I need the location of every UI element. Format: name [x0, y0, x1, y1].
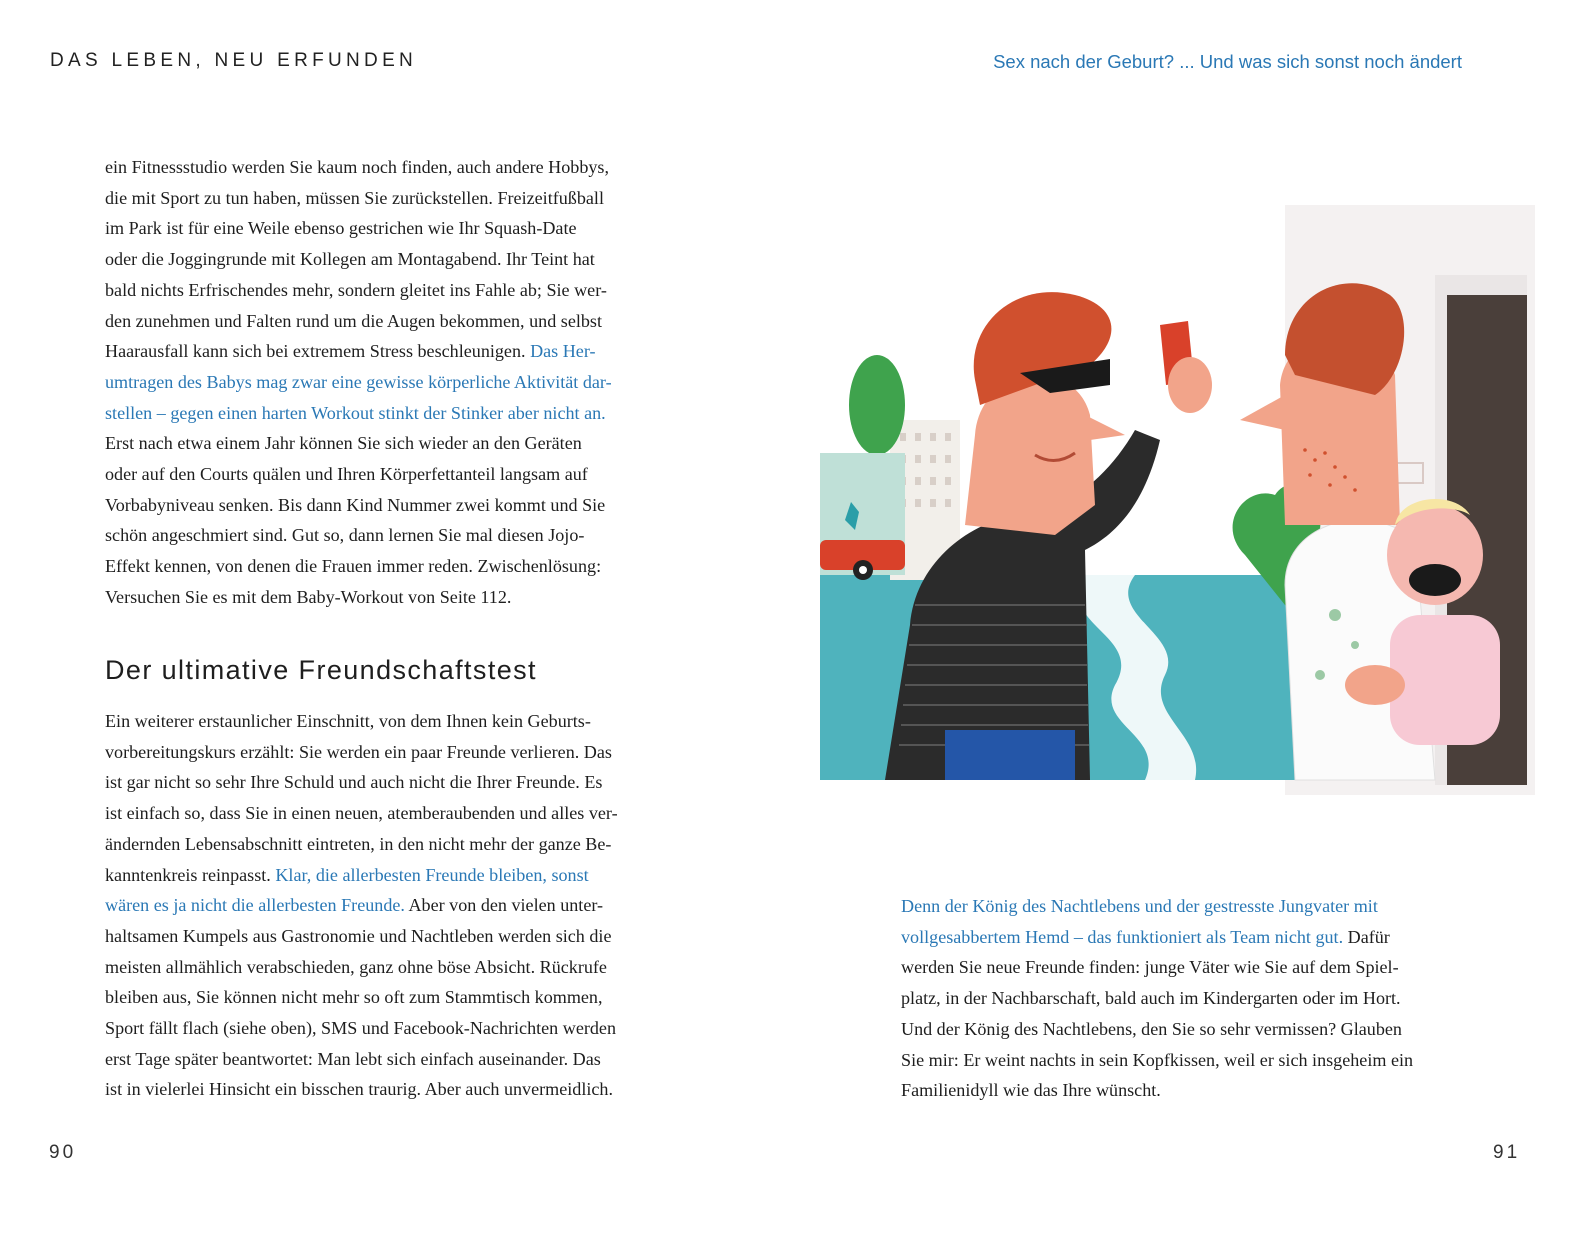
text-line: Versuchen Sie es mit dem Baby-Workout von Seite 112. [105, 586, 512, 607]
highlighted-text: Das Her- [530, 341, 596, 362]
jeans [945, 730, 1075, 780]
text-line: Effekt kennen, von denen die Frauen immer reden. Zwischenlösung: [105, 556, 602, 577]
nightlife-king-vs-young-father-illustration [815, 205, 1535, 795]
text-line: Und der König des Nachtlebens, den Sie so sehr vermissen? Glauben [901, 1018, 1402, 1039]
text-line [105, 336, 675, 367]
text-line: haltsamen Kumpels aus Gastronomie und Nachtleben werden sich die [105, 925, 612, 946]
text-line: Erst nach etwa einem Jahr können Sie sich wieder an den Geräten [105, 433, 582, 454]
text-normal: Aber von den vielen unter- [404, 895, 604, 916]
text-line: ist einfach so, dass Sie in einen neuen, atemberaubenden und alles ver- [105, 803, 618, 824]
text-line: oder die Joggingrunde mit Kollegen am Montagabend. Ihr Teint hat [105, 249, 595, 270]
text-line: im Park ist für eine Weile ebenso gestrichen wie Ihr Squash-Date [105, 218, 577, 239]
text-line: werden Sie neue Freunde finden: junge Väter wie Sie auf dem Spiel- [901, 957, 1399, 978]
text-normal: Haarausfall kann sich bei extremem Stress beschleunigen. [105, 341, 531, 362]
text-line: bald nichts Erfrischendes mehr, sondern gleitet ins Fahle ab; Sie wer- [105, 279, 607, 300]
baby-romper [1390, 615, 1500, 745]
text-line: ändernden Lebensabschnitt eintreten, in den nicht mehr der ganze Be- [105, 833, 612, 854]
highlighted-text: vollgesabbertem Hemd – das funktioniert als Team nicht gut. [901, 926, 1344, 947]
illustration [815, 205, 1535, 795]
text-line: den zunehmen und Falten rund um die Augen bekommen, und selbst [105, 310, 602, 331]
running-head-left: DAS LEBEN, NEU ERFUNDEN [50, 50, 418, 71]
text-line [105, 890, 675, 921]
text-line: ist in vielerlei Hinsicht ein bisschen traurig. Aber auch unvermeidlich. [105, 1079, 613, 1100]
text-line: platz, in der Nachbarschaft, bald auch im Kindergarten oder im Hort. [901, 988, 1401, 1009]
king-nose [1085, 415, 1125, 440]
right-paragraph [901, 891, 1481, 1106]
highlighted-line: umtragen des Babys mag zwar eine gewisse körperliche Aktivität dar- [105, 371, 612, 392]
car-hubcap [859, 566, 867, 574]
text-normal: kanntenkreis reinpasst. [105, 864, 276, 885]
text-line: Ein weiterer erstaunlicher Einschnitt, von dem Ihnen kein Geburts- [105, 711, 591, 731]
highlighted-text: Klar, die allerbesten Freunde bleiben, sonst [275, 864, 589, 885]
page-number-left: 90 [49, 1142, 77, 1163]
left-paragraph-1 [105, 152, 675, 613]
text-line: oder auf den Courts quälen und Ihren Körperfettanteil langsam auf [105, 464, 588, 485]
father-hand [1345, 665, 1405, 705]
tree [849, 355, 905, 455]
text-line: bleiben aus, Sie können nicht mehr so oft zum Stammtisch kommen, [105, 987, 603, 1008]
text-line: Vorbabyniveau senken. Bis dann Kind Nummer zwei kommt und Sie [105, 494, 606, 515]
text-line: erst Tage später beantwortet: Man lebt sich einfach auseinander. Das [105, 1048, 601, 1069]
king-hand [1168, 357, 1212, 413]
running-head-right: Sex nach der Geburt? ... Und was sich sonst noch ändert [993, 51, 1462, 72]
page-number-right: 91 [1493, 1142, 1521, 1163]
text-line: ein Fitnessstudio werden Sie kaum noch finden, auch andere Hobbys, [105, 157, 610, 177]
text-line: Sport fällt flach (siehe oben), SMS und Facebook-Nachrichten werden [105, 1018, 616, 1039]
text-line: schön angeschmiert sind. Gut so, dann lernen Sie mal diesen Jojo- [105, 525, 585, 546]
text-line: meisten allmählich verabschieden, ganz ohne böse Absicht. Rückrufe [105, 956, 607, 977]
text-line [105, 860, 675, 891]
text-line: Sie mir: Er weint nachts in sein Kopfkissen, weil er sich insgeheim ein [901, 1049, 1414, 1070]
section-heading: Der ultimative Freundschaftstest [105, 655, 537, 685]
text-line: vorbereitungskurs erzählt: Sie werden ein paar Freunde verlieren. Das [105, 741, 612, 762]
text-line: die mit Sport zu tun haben, müssen Sie zurückstellen. Freizeitfußball [105, 187, 604, 208]
left-paragraph-2 [105, 706, 675, 1105]
text-line: Familienidyll wie das Ihre wünscht. [901, 1080, 1161, 1101]
highlighted-text: wären es ja nicht die allerbesten Freunde. [105, 895, 405, 916]
father-nose [1240, 395, 1285, 430]
highlighted-line: stellen – gegen einen harten Workout stinkt der Stinker aber nicht an. [105, 402, 606, 423]
text-line: ist gar nicht so sehr Ihre Schuld und auch nicht die Ihrer Freunde. Es [105, 772, 603, 793]
text-normal: Dafür [1343, 926, 1390, 947]
highlighted-line: Denn der König des Nachtlebens und der gestresste Jungvater mit [901, 896, 1378, 916]
text-line [901, 922, 1481, 953]
crying-mouth [1409, 564, 1461, 596]
